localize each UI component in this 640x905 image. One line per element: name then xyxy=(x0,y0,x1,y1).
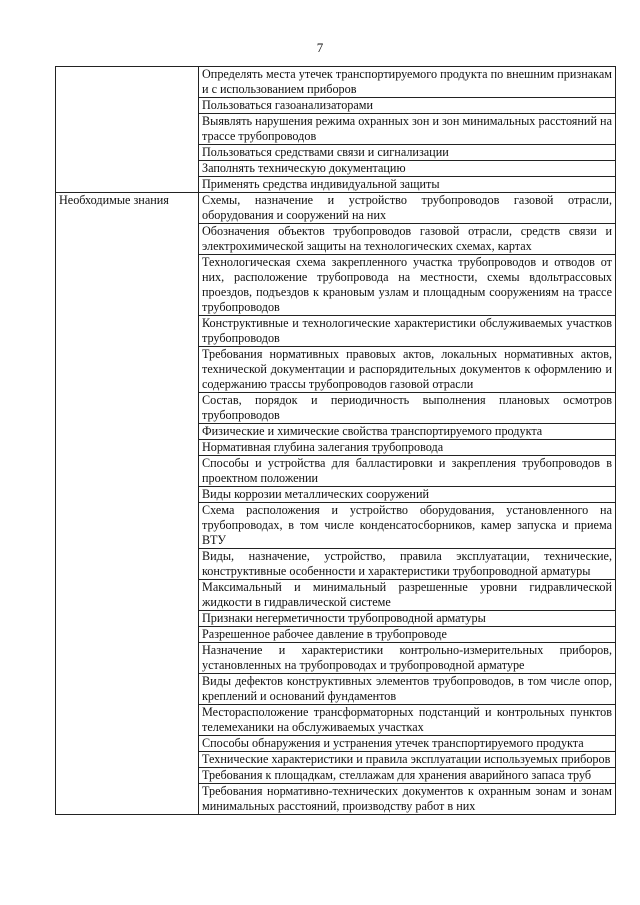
requirement-text: Обозначения объектов трубопроводов газовой отрасли, средств связи и электрохимической защиты на технологических схемах, картах xyxy=(199,224,616,255)
table-row xyxy=(56,67,616,98)
requirement-text: Физические и химические свойства транспортируемого продукта xyxy=(199,424,616,440)
requirement-text: Пользоваться газоанализаторами xyxy=(199,98,616,114)
requirement-text: Состав, порядок и периодичность выполнения плановых осмотров трубопроводов xyxy=(199,393,616,424)
requirement-text: Назначение и характеристики контрольно-измерительных приборов, установленных на трубопроводах и трубопроводной арматуре xyxy=(199,643,616,674)
requirement-text: Максимальный и минимальный разрешенные уровни гидравлической жидкости в гидравлической системе xyxy=(199,580,616,611)
requirement-text: Схемы, назначение и устройство трубопроводов газовой отрасли, оборудования и сооружений на них xyxy=(199,193,616,224)
requirement-text: Технологическая схема закрепленного участка трубопроводов и отводов от них, расположение трубопровода на местности, схемы вдольтрассовых проездов, подъездов к крановым узлам и площадным сооружениям на трассе трубопроводов xyxy=(199,255,616,316)
requirement-text: Технические характеристики и правила эксплуатации используемых приборов xyxy=(199,752,616,768)
page-number: 7 xyxy=(316,40,324,55)
row-label-cell: Необходимые знания xyxy=(56,193,199,815)
requirement-text: Нормативная глубина залегания трубопровода xyxy=(199,440,616,456)
row-label-cell xyxy=(56,67,199,193)
requirement-text: Пользоваться средствами связи и сигнализации xyxy=(199,145,616,161)
requirement-text: Способы обнаружения и устранения утечек транспортируемого продукта xyxy=(199,736,616,752)
table-row xyxy=(56,193,616,224)
requirement-text: Применять средства индивидуальной защиты xyxy=(199,177,616,193)
requirements-table xyxy=(55,66,616,815)
requirement-text: Требования нормативных правовых актов, локальных нормативных актов, технической документации и распорядительных документов к оформлению и содержанию трассы трубопроводов газовой отрасли xyxy=(199,347,616,393)
requirement-text: Виды дефектов конструктивных элементов трубопроводов, в том числе опор, креплений и оснований фундаментов xyxy=(199,674,616,705)
requirement-text: Месторасположение трансформаторных подстанций и контрольных пунктов телемеханики на обслуживаемых участках xyxy=(199,705,616,736)
requirement-text: Требования к площадкам, стеллажам для хранения аварийного запаса труб xyxy=(199,768,616,784)
requirement-text: Требования нормативно-технических документов к охранным зонам и зонам минимальных расстояний, производству работ в них xyxy=(199,784,616,815)
requirement-text: Виды коррозии металлических сооружений xyxy=(199,487,616,503)
requirement-text: Схема расположения и устройство оборудования, установленного на трубопроводах, в том числе конденсатосборников, камер запуска и приема ВТУ xyxy=(199,503,616,549)
requirements-table-body xyxy=(56,67,616,815)
requirement-text: Конструктивные и технологические характеристики обслуживаемых участков трубопроводов xyxy=(199,316,616,347)
requirement-text: Признаки негерметичности трубопроводной арматуры xyxy=(199,611,616,627)
requirement-text: Способы и устройства для балластировки и закрепления трубопроводов в проектном положении xyxy=(199,456,616,487)
requirement-text: Определять места утечек транспортируемого продукта по внешним признакам и с использованием приборов xyxy=(199,67,616,98)
requirement-text: Виды, назначение, устройство, правила эксплуатации, технические, конструктивные особенности и характеристики трубопроводной арматуры xyxy=(199,549,616,580)
requirement-text: Разрешенное рабочее давление в трубопроводе xyxy=(199,627,616,643)
requirement-text: Заполнять техническую документацию xyxy=(199,161,616,177)
requirement-text: Выявлять нарушения режима охранных зон и зон минимальных расстояний на трассе трубопроводов xyxy=(199,114,616,145)
